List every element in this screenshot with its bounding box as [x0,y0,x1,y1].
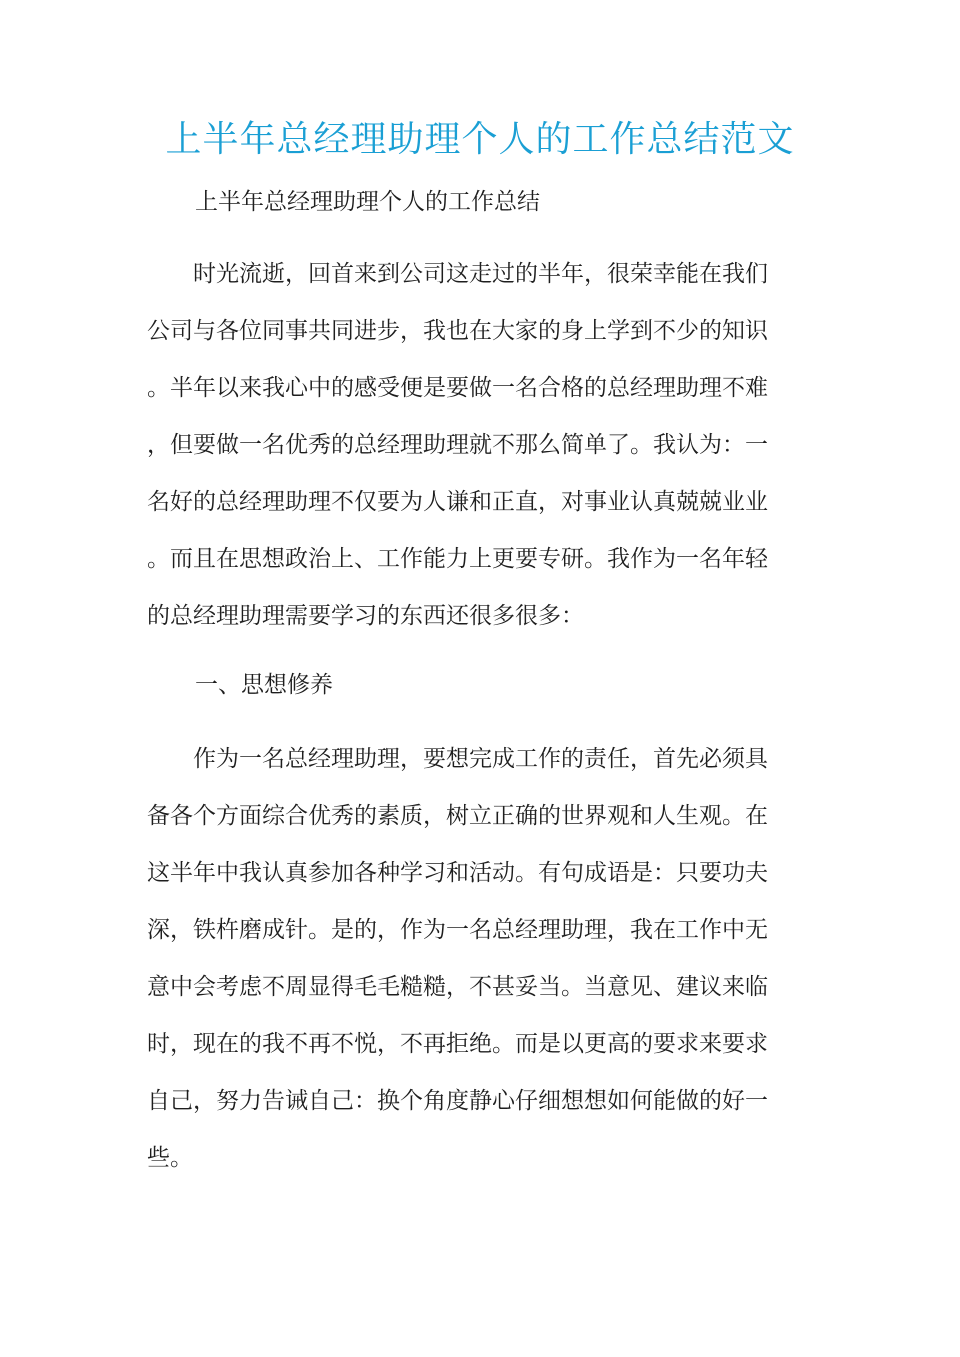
text-line: 时光流逝，回首来到公司这走过的半年，很荣幸能在我们 [147,261,768,287]
paragraph-intro [147,246,807,645]
section-heading-ideology: 一、思想修养 [195,672,333,698]
paragraph-ideology [147,731,807,1187]
text-line: 的总经理助理需要学习的东西还很多很多： [147,603,584,629]
text-line: 这半年中我认真参加各种学习和活动。有句成语是：只要功夫 [147,860,768,886]
text-line: 自己，努力告诫自己：换个角度静心仔细想想如何能做的好一 [147,1088,768,1114]
text-line: 备各个方面综合优秀的素质，树立正确的世界观和人生观。在 [147,803,768,829]
text-line: 名好的总经理助理不仅要为人谦和正直，对事业认真兢兢业业 [147,489,768,515]
text-line: 深，铁杵磨成针。是的，作为一名总经理助理，我在工作中无 [147,917,768,943]
text-line: 作为一名总经理助理，要想完成工作的责任，首先必须具 [147,746,768,772]
document-subtitle: 上半年总经理助理个人的工作总结 [195,189,540,215]
text-line: 意中会考虑不周显得毛毛糙糙，不甚妥当。当意见、建议来临 [147,974,768,1000]
text-line: ，但要做一名优秀的总经理助理就不那么简单了。我认为：一 [147,432,768,458]
text-line: 些。 [147,1145,193,1171]
document-title: 上半年总经理助理个人的工作总结范文 [165,119,795,160]
text-line: 。而且在思想政治上、工作能力上更要专研。我作为一名年轻 [147,546,768,572]
text-line: 时，现在的我不再不悦，不再拒绝。而是以更高的要求来要求 [147,1031,768,1057]
text-line: 公司与各位同事共同进步，我也在大家的身上学到不少的知识 [147,318,768,344]
text-line: 。半年以来我心中的感受便是要做一名合格的总经理助理不难 [147,375,768,401]
